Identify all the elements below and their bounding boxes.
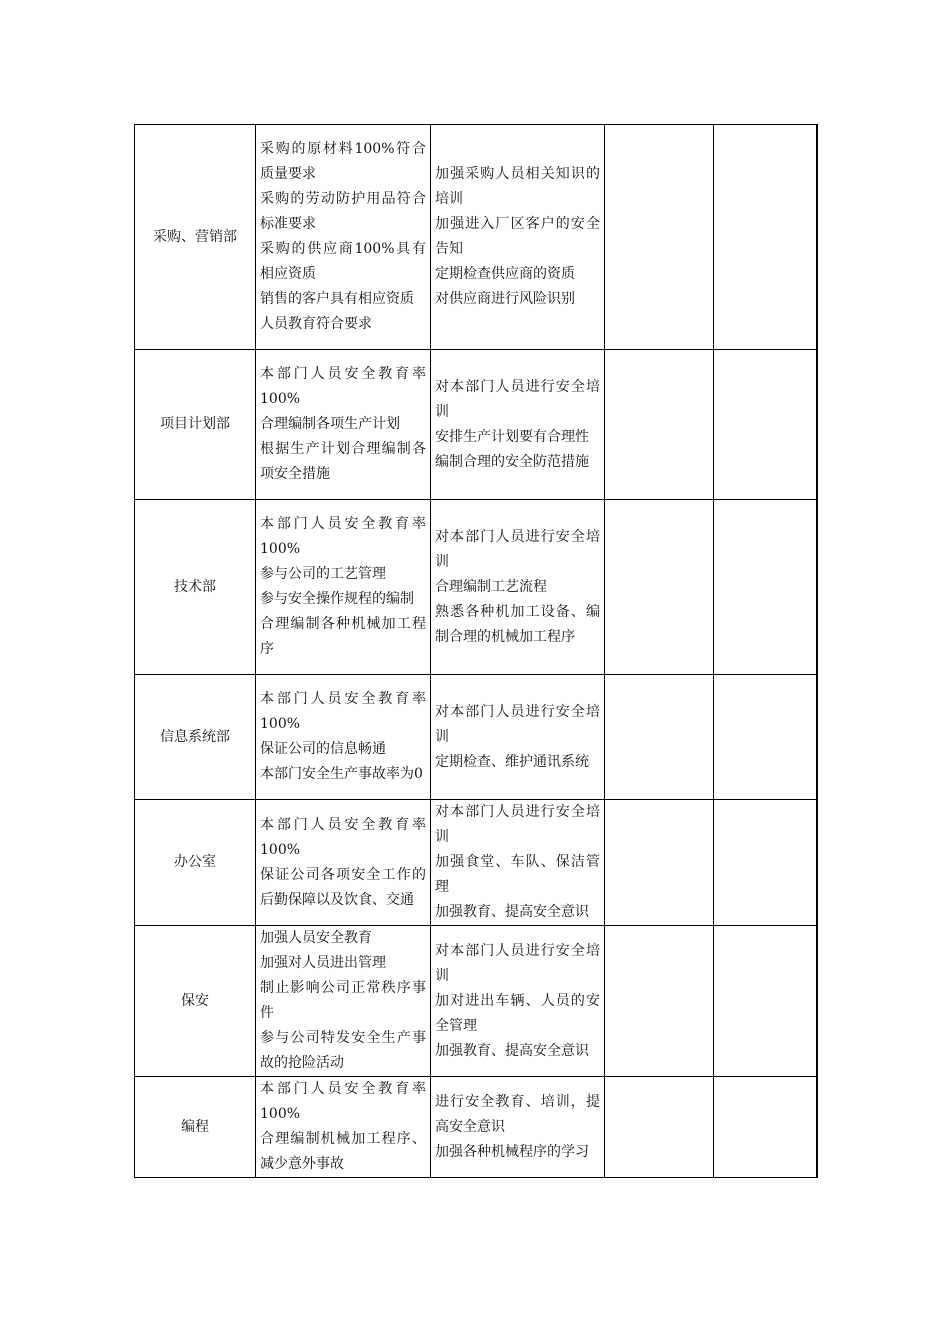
- empty-cell: [714, 800, 817, 926]
- goals-cell: [256, 926, 431, 1077]
- goal-item: 保证公司各项安全工作的后勤保障以及饮食、交通: [260, 866, 426, 908]
- measure-item: 安排生产计划要有合理性: [435, 428, 589, 445]
- measure-item: 合理编制工艺流程: [435, 578, 547, 595]
- goal-item: 采购的供应商100%具有相应资质: [260, 241, 426, 282]
- empty-cell: [714, 500, 817, 675]
- measure-item: 加强食堂、车队、保洁管理: [435, 854, 600, 895]
- goals-cell: [256, 675, 431, 800]
- measure-item: 定期检查供应商的资质: [435, 266, 575, 282]
- table-row: [135, 500, 817, 675]
- goal-item: 本部门人员安全教育率100%: [260, 366, 426, 407]
- goal-item: 本部门人员安全教育率100%: [260, 1081, 426, 1122]
- goal-item: 本部门安全生产事故率为0: [260, 766, 423, 782]
- table-row: [135, 675, 817, 800]
- goal-item: 本部门人员安全教育率100%: [260, 691, 426, 732]
- department-cell: 项目计划部: [135, 350, 256, 500]
- measure-item: 加强进入厂区客户的安全告知: [435, 216, 600, 257]
- measures-cell: [431, 1077, 605, 1178]
- department-cell: 采购、营销部: [135, 125, 256, 350]
- measure-item: 熟悉各种机加工设备、编制合理的机械加工程序: [435, 603, 600, 645]
- measure-item: 加强各种机械程序的学习: [435, 1143, 589, 1160]
- safety-responsibility-table: [134, 124, 818, 1178]
- measure-item: 对本部门人员进行安全培训: [435, 804, 600, 845]
- measure-item: 加强教育、提高安全意识: [435, 904, 589, 920]
- goal-item: 合理编制机械加工程序、减少意外事故: [260, 1131, 426, 1172]
- measures-cell: [431, 125, 605, 350]
- goal-item: 根据生产计划合理编制各项安全措施: [260, 441, 426, 482]
- goals-cell: [256, 1077, 431, 1178]
- goal-item: 加强人员安全教育: [260, 930, 372, 946]
- goals-cell: [256, 800, 431, 926]
- empty-cell: [714, 675, 817, 800]
- table-row: [135, 926, 817, 1077]
- measure-item: 加强采购人员相关知识的培训: [435, 166, 600, 207]
- goal-item: 参与安全操作规程的编制: [260, 591, 414, 607]
- empty-cell: [605, 675, 714, 800]
- goal-item: 本部门人员安全教育率100%: [260, 816, 426, 858]
- table-row: [135, 350, 817, 500]
- goal-item: 合理编制各项生产计划: [260, 416, 400, 432]
- table-row: [135, 125, 817, 350]
- measures-cell: [431, 800, 605, 926]
- table-row: [135, 800, 817, 926]
- measures-cell: [431, 500, 605, 675]
- department-cell: 信息系统部: [135, 675, 256, 800]
- measure-item: 对供应商进行风险识别: [435, 291, 575, 307]
- goals-cell: [256, 350, 431, 500]
- measure-item: 对本部门人员进行安全培训: [435, 378, 600, 420]
- empty-cell: [605, 800, 714, 926]
- department-cell: 办公室: [135, 800, 256, 926]
- goal-item: 人员教育符合要求: [260, 316, 372, 332]
- measures-cell: [431, 675, 605, 800]
- goals-cell: [256, 125, 431, 350]
- measure-item: 进行安全教育、培训，提高安全意识: [435, 1093, 600, 1135]
- goal-item: 采购的原材料100%符合质量要求: [260, 141, 426, 182]
- goal-item: 保证公司的信息畅通: [260, 741, 386, 757]
- table-row: [135, 1077, 817, 1178]
- goal-item: 本部门人员安全教育率100%: [260, 516, 426, 557]
- goal-item: 加强对人员进出管理: [260, 955, 386, 971]
- measures-cell: [431, 350, 605, 500]
- department-cell: 保安: [135, 926, 256, 1077]
- measures-cell: [431, 926, 605, 1077]
- department-cell: 编程: [135, 1077, 256, 1178]
- empty-cell: [714, 125, 817, 350]
- measure-item: 对本部门人员进行安全培训: [435, 942, 600, 984]
- empty-cell: [714, 350, 817, 500]
- empty-cell: [605, 125, 714, 350]
- empty-cell: [605, 926, 714, 1077]
- goal-item: 销售的客户具有相应资质: [260, 291, 414, 307]
- measure-item: 加对进出车辆、人员的安全管理: [435, 992, 600, 1034]
- measure-item: 对本部门人员进行安全培训: [435, 528, 600, 570]
- goal-item: 参与公司的工艺管理: [260, 566, 386, 582]
- goal-item: 制止影响公司正常秩序事件: [260, 980, 426, 1021]
- goal-item: 参与公司特发安全生产事故的抢险活动: [260, 1030, 426, 1071]
- empty-cell: [605, 350, 714, 500]
- goal-item: 合理编制各种机械加工程序: [260, 616, 426, 657]
- goal-item: 采购的劳动防护用品符合标准要求: [260, 191, 426, 232]
- measure-item: 加强教育、提高安全意识: [435, 1042, 589, 1059]
- empty-cell: [714, 1077, 817, 1178]
- measure-item: 定期检查、维护通讯系统: [435, 753, 589, 770]
- measure-item: 对本部门人员进行安全培训: [435, 703, 600, 745]
- goals-cell: [256, 500, 431, 675]
- empty-cell: [714, 926, 817, 1077]
- measure-item: 编制合理的安全防范措施: [435, 453, 589, 470]
- empty-cell: [605, 1077, 714, 1178]
- department-cell: 技术部: [135, 500, 256, 675]
- empty-cell: [605, 500, 714, 675]
